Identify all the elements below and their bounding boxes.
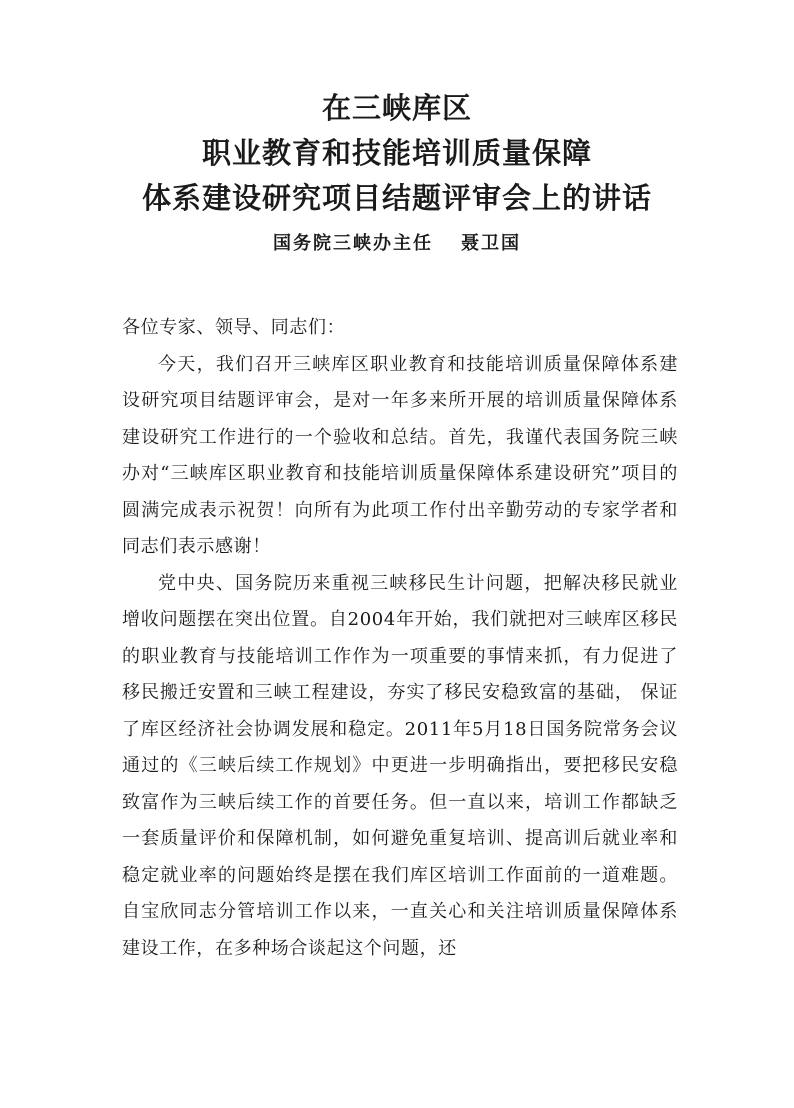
salutation: 各位专家、领导、同志们： — [122, 317, 346, 338]
paragraph-1: 今天，我们召开三峡库区职业教育和技能培训质量保障体系建设研究项目结题评审会，是对一年多来所开展的培训质量保障体系建设研究工作进行的一个验收和总结。首先，我谨代表国务院三峡办对“三峡库区职业教育和技能培训质量保障体系建设研究”项目的圆满完成表示祝贺！向所有为此项工作付出辛勤劳动的专家学者和同志们表示感谢！ — [122, 353, 678, 557]
byline-name: 聂卫国 — [461, 233, 521, 254]
title-line-2: 职业教育和技能培训质量保障 — [201, 136, 592, 170]
title-line-3: 体系建设研究项目结题评审会上的讲话 — [141, 181, 652, 215]
byline-position: 国务院三峡办主任 — [273, 233, 433, 254]
title-block — [0, 86, 794, 259]
byline — [0, 229, 794, 259]
title-line-1: 在三峡库区 — [321, 91, 472, 125]
paragraph-2: 党中央、国务院历来重视三峡移民生计问题，把解决移民就业增收问题摆在突出位置。自2004年开始，我们就把对三峡库区移民的职业教育与技能培训工作作为一项重要的事情来抓，有力促进了移民搬迁安置和三峡工程建设，夯实了移民安稳致富的基础， 保证了库区经济社会协调发展和稳定。2011年5月18日国务院常务会议通过的《三峡后续工作规划》中更进一步明确指出，要把移民安稳致富作为三峡后续工作的首要任务。但一直以来，培训工作都缺乏一套质量评价和保障机制，如何避免重复培训、提高训后就业率和稳定就业率的问题始终是摆在我们库区培训工作面前的一道难题。自宝欣同志分管培训工作以来，一直关心和关注培训质量保障体系建设工作，在多种场合谈起这个问题，还 — [122, 572, 678, 959]
speech-body — [122, 310, 678, 967]
